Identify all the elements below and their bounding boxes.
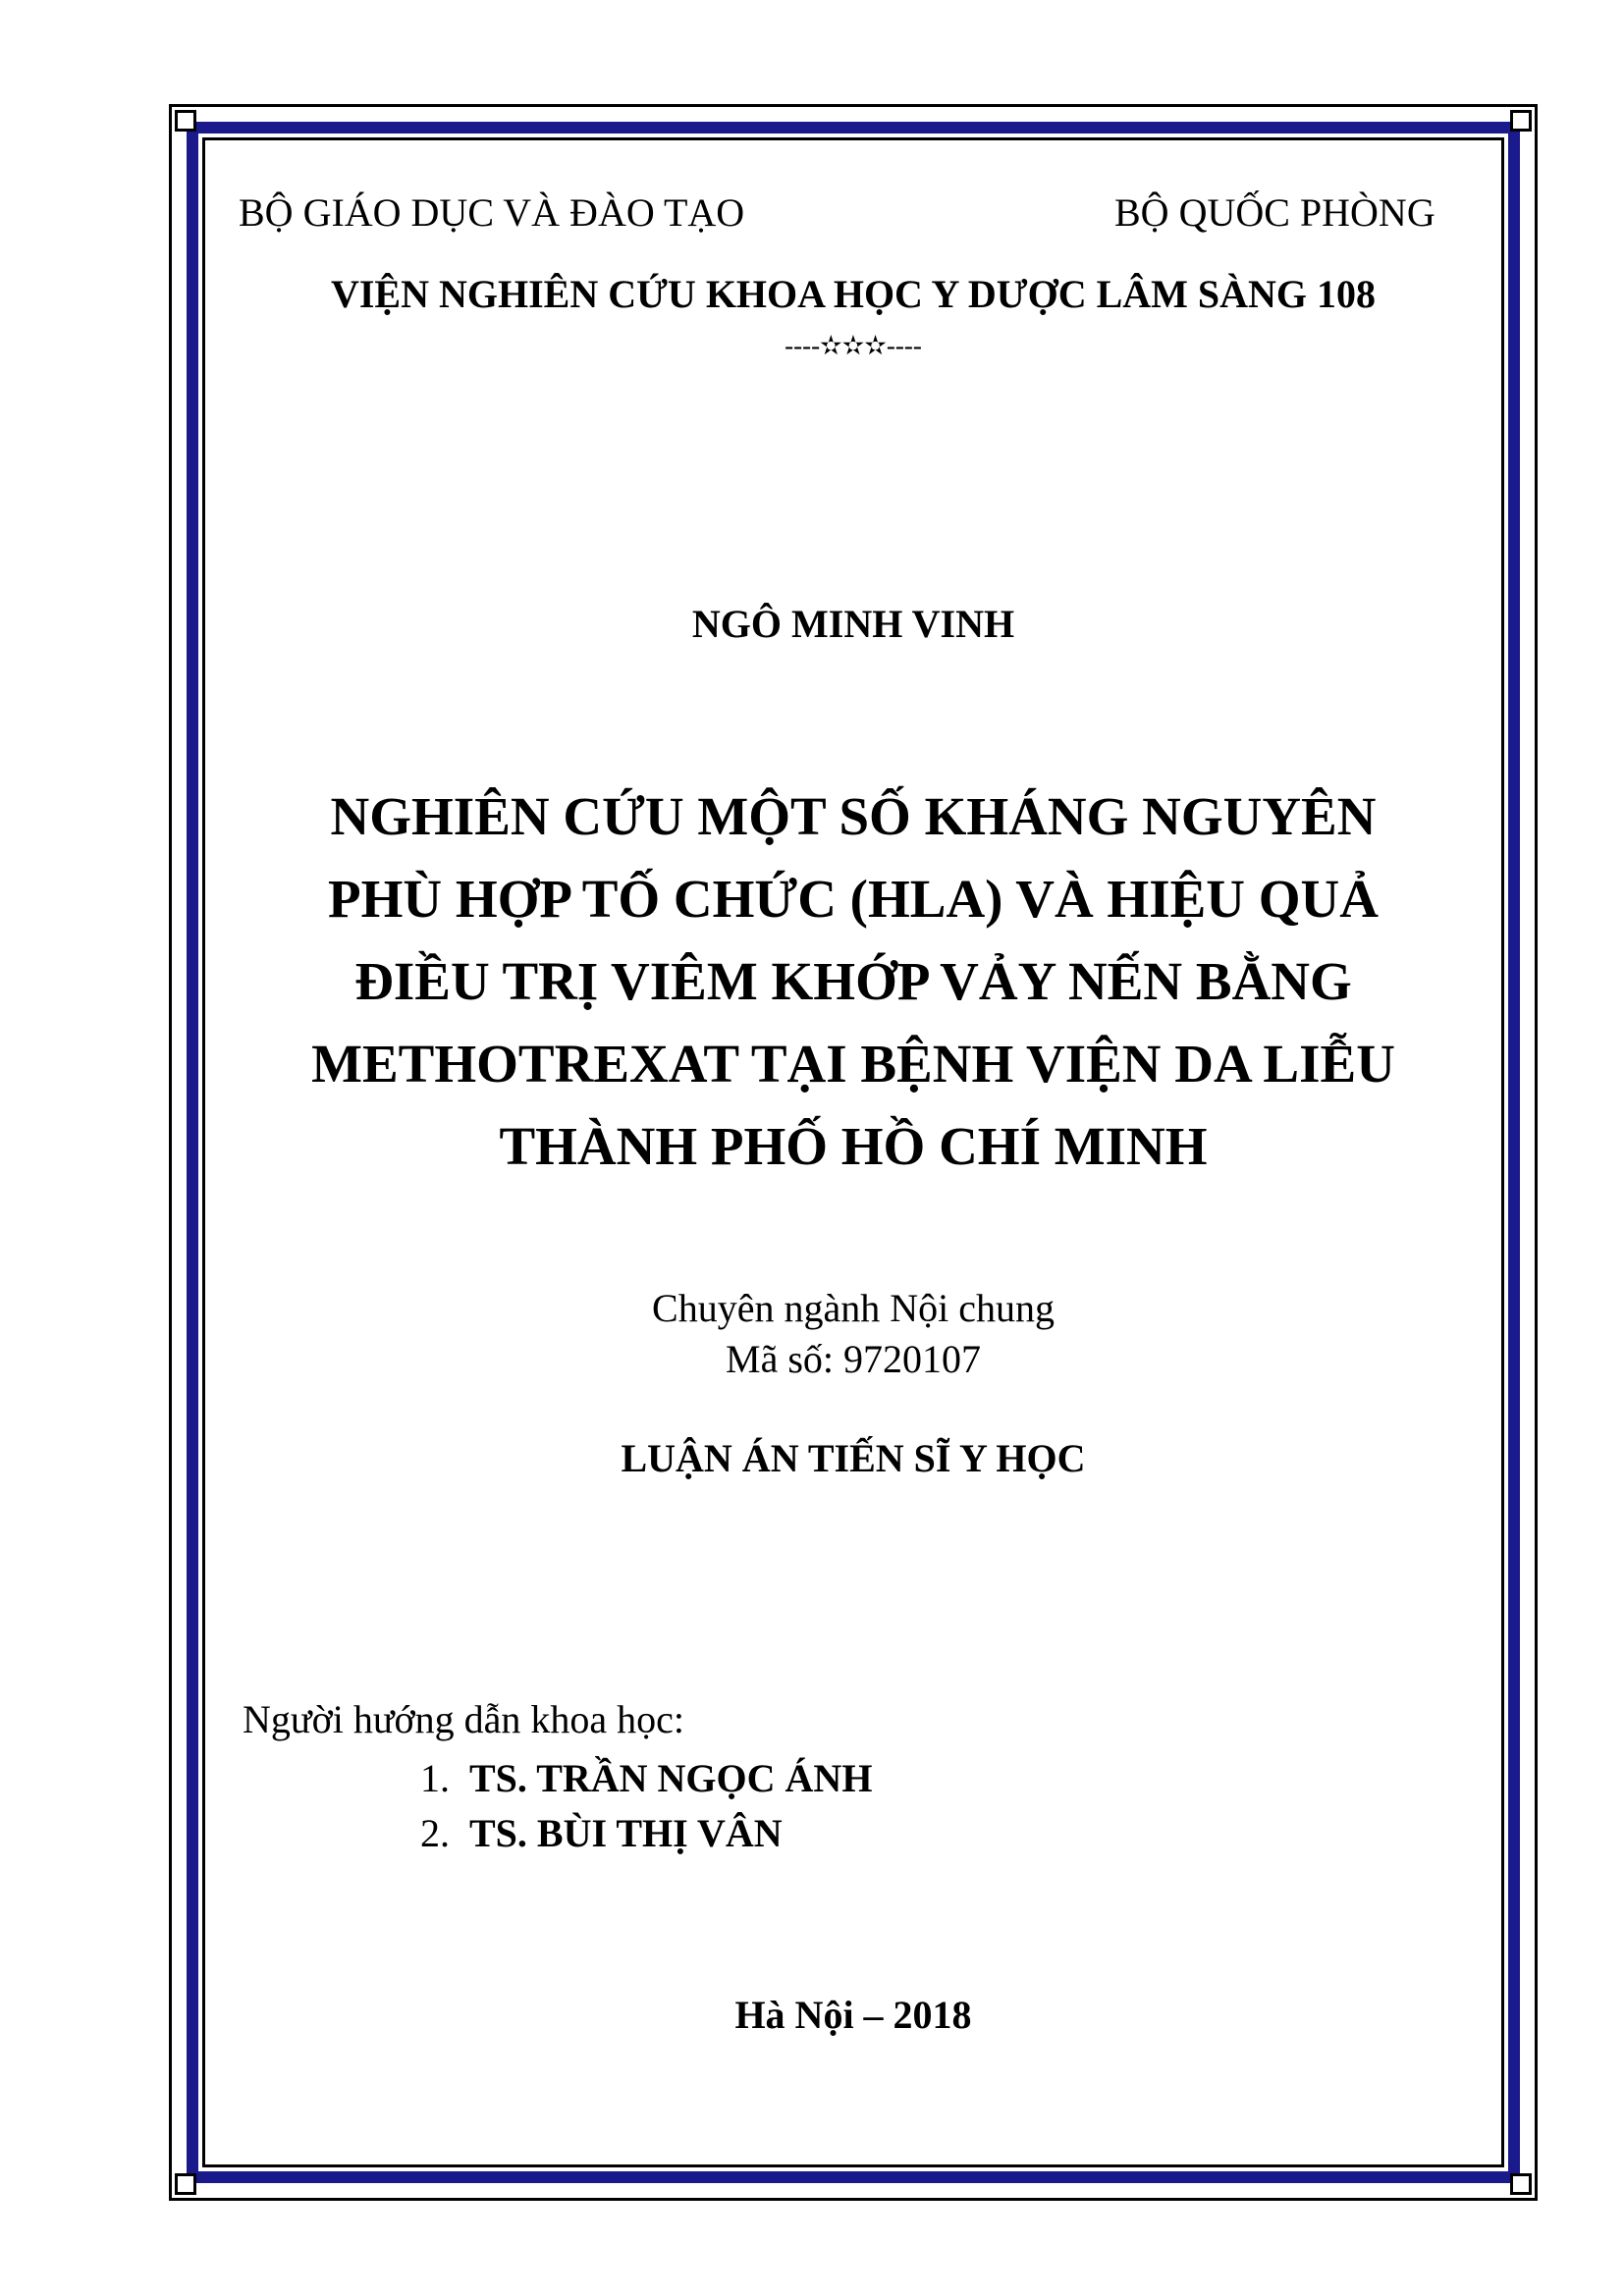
degree-type: LUẬN ÁN TIẾN SĨ Y HỌC <box>621 1436 1086 1480</box>
supervisor-item <box>420 1810 783 1856</box>
corner-ornament-top-left <box>175 110 196 132</box>
corner-ornament-bottom-right <box>1510 2173 1532 2195</box>
corner-ornament-top-right <box>1510 110 1532 132</box>
specialty-code: Mã số: 9720107 <box>726 1337 981 1381</box>
supervisor-number: 2. <box>420 1811 450 1855</box>
thesis-title-line: NGHIÊN CỨU MỘT SỐ KHÁNG NGUYÊN <box>330 786 1377 846</box>
supervisor-name: TS. TRẦN NGỌC ÁNH <box>469 1756 873 1800</box>
supervisor-number: 1. <box>420 1756 450 1800</box>
ministry-defense: BỘ QUỐC PHÒNG <box>1114 190 1435 235</box>
thesis-title <box>202 775 1504 1188</box>
supervisor-name: TS. BÙI THỊ VÂN <box>469 1811 783 1855</box>
thesis-title-line: METHOTREXAT TẠI BỆNH VIỆN DA LIỄU <box>311 1034 1395 1094</box>
place-and-year: Hà Nội – 2018 <box>734 1993 972 2037</box>
star-divider: ----✫✫✫---- <box>785 331 922 360</box>
author-name: NGÔ MINH VINH <box>691 602 1015 646</box>
corner-ornament-bottom-left <box>175 2173 196 2195</box>
ministry-education: BỘ GIÁO DỤC VÀ ĐÀO TẠO <box>239 190 745 235</box>
thesis-title-line: THÀNH PHỐ HỒ CHÍ MINH <box>499 1116 1208 1176</box>
thesis-title-line: ĐIỀU TRỊ VIÊM KHỚP VẢY NẾN BẰNG <box>354 951 1352 1011</box>
supervisor-item <box>420 1755 872 1801</box>
institute-name: VIỆN NGHIÊN CỨU KHOA HỌC Y DƯỢC LÂM SÀNG 108 <box>330 272 1377 316</box>
specialty: Chuyên ngành Nội chung <box>652 1286 1055 1330</box>
thesis-title-line: PHÙ HỢP TỐ CHỨC (HLA) VÀ HIỆU QUẢ <box>327 869 1379 929</box>
supervisors-label: Người hướng dẫn khoa học: <box>243 1697 685 1741</box>
